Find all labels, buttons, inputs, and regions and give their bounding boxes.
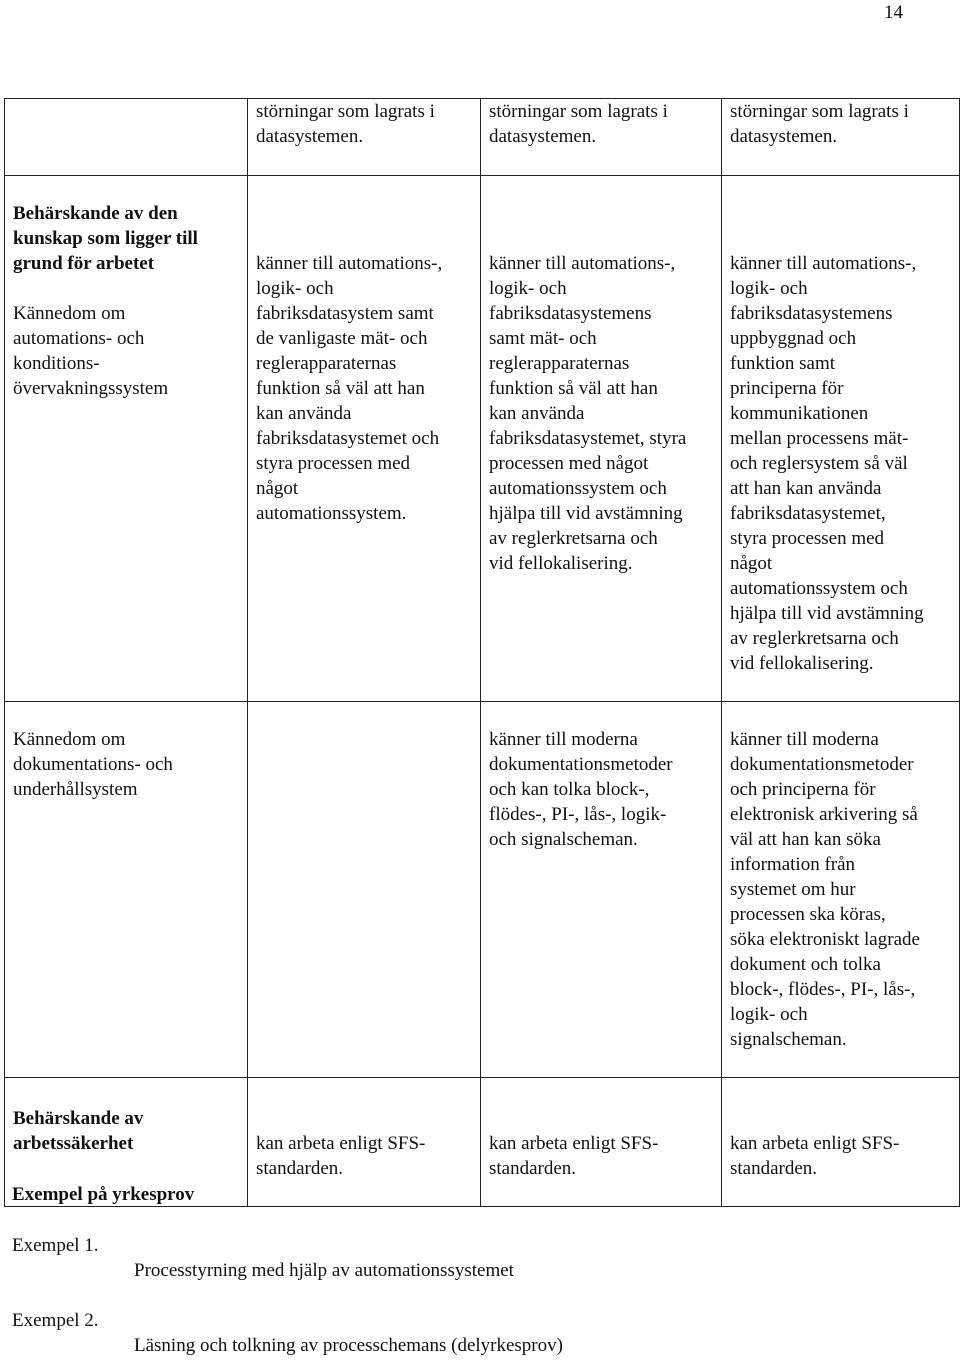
level-3-cell (722, 702, 960, 1078)
level-3-cell: störningar som lagrats i datasystemen. (722, 99, 960, 176)
criterion-text: Kännedom om automations- och konditions- övervakningssystem (13, 303, 169, 399)
level-2-cell (481, 1078, 722, 1207)
level-3-cell (722, 1078, 960, 1207)
level-3-text: kan arbeta enligt SFS- standarden. (730, 1133, 900, 1179)
criterion-heading: Behärskande av den kunskap som ligger till grund för arbetet (13, 203, 198, 274)
criterion-cell (5, 99, 248, 176)
example-2-label: Exempel 2. (12, 1310, 99, 1331)
level-2-text: känner till automations-, logik- och fabriksdatasystemens samt mät- och reglerapparaternas funktion så väl att han kan använda fabriksdatasystemet, styra processen med något automationssystem och hjälpa till vid avstämning av reglerkretsarna och vid fellokalisering. (489, 253, 687, 574)
examples-heading: Exempel på yrkesprov (12, 1184, 195, 1205)
level-1-cell (248, 702, 481, 1078)
table-row (5, 99, 960, 176)
table-row (5, 176, 960, 702)
level-1-cell: störningar som lagrats i datasystemen. (248, 99, 481, 176)
level-2-cell (481, 702, 722, 1078)
criterion-cell (5, 176, 248, 702)
assessment-criteria-table (4, 98, 960, 1207)
level-2-cell (481, 176, 722, 702)
level-1-cell (248, 176, 481, 702)
level-1-text: kan arbeta enligt SFS- standarden. (256, 1133, 426, 1179)
example-2-text: Läsning och tolkning av processchemans (delyrkesprov) (134, 1335, 563, 1356)
level-2-text: kan arbeta enligt SFS- standarden. (489, 1133, 659, 1179)
example-1-text: Processtyrning med hjälp av automationssystemet (134, 1260, 514, 1281)
criterion-heading: Behärskande av arbetssäkerhet (13, 1108, 144, 1154)
table-row (5, 702, 960, 1078)
example-1-label: Exempel 1. (12, 1235, 99, 1256)
criterion-cell (5, 702, 248, 1078)
level-3-text: känner till automations-, logik- och fabriksdatasystemens uppbyggnad och funktion samt principerna för kommunikationen mellan processens mät- och reglersystem så väl att han kan använda fabriksdatasystemet, styra processen med något automationssystem och hjälpa till vid avstämning av reglerkretsarna och vid fellokalisering. (730, 253, 924, 674)
page-number: 14 (884, 2, 903, 23)
level-3-text: känner till moderna dokumentationsmetoder och principerna för elektronisk arkivering så väl att han kan söka information från systemet om hur processen ska köras, söka elektroniskt lagrade dokument och tolka block-, flödes-, PI-, lås-, logik- och signalscheman. (730, 729, 920, 1050)
level-3-cell (722, 176, 960, 702)
level-2-text: känner till moderna dokumentationsmetoder och kan tolka block-, flödes-, PI-, lås-, logik- och signalscheman. (489, 729, 673, 850)
level-2-cell: störningar som lagrats i datasystemen. (481, 99, 722, 176)
criterion-text: Kännedom om dokumentations- och underhållsystem (13, 729, 173, 800)
level-1-text: känner till automations-, logik- och fabriksdatasystem samt de vanligaste mät- och reglerapparaternas funktion så väl att han kan använda fabriksdatasystemet och styra processen med något automationssystem. (256, 253, 443, 524)
level-1-cell (248, 1078, 481, 1207)
